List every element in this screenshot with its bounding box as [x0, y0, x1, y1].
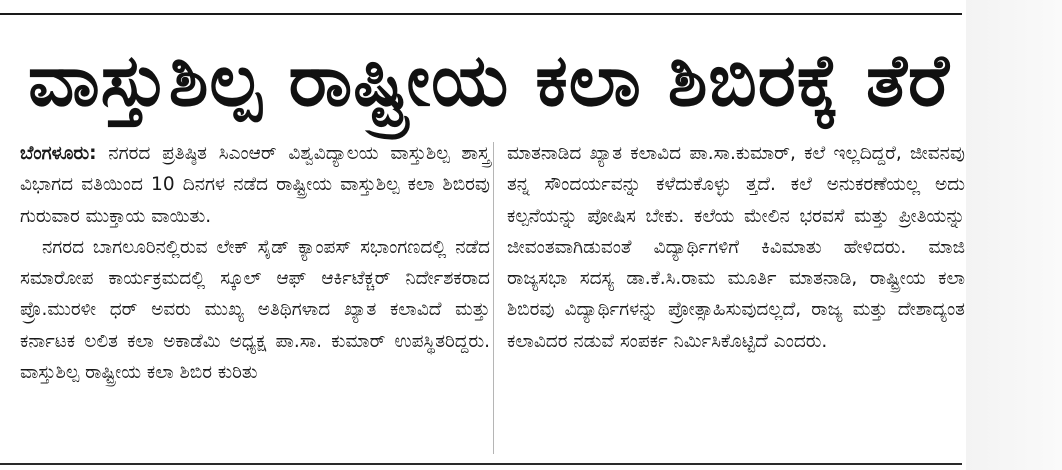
headline: ವಾಸ್ತುಶಿಲ್ಪ ರಾಷ್ಟ್ರೀಯ ಕಲಾ ಶಿಬಿರಕ್ಕೆ ತೆರೆ — [28, 38, 950, 122]
article-column-left — [20, 138, 490, 388]
article-paragraph-1 — [20, 138, 490, 232]
article-column-right — [507, 138, 965, 357]
column-divider — [493, 142, 494, 454]
top-rule — [0, 13, 962, 15]
article-paragraph-2: ನಗರದ ಬಾಗಲೂರಿನಲ್ಲಿರುವ ಲೇಕ್ ಸೈಡ್ ಕ್ಯಾಂಪಸ್ ಸಭಾಂಗಣದಲ್ಲಿ ನಡೆದ ಸಮಾರೋಪ ಕಾರ್ಯಕ್ರಮದಲ್ಲಿ ಸ್ಕೂಲ್ ಆಫ್ ಆರ್ಕಿಟೆಕ್ಚರ್ ನಿರ್ದೇಶಕರಾದ ಪ್ರೊ.ಮುರಳೀ ಧರ್ ಅವರು ಮುಖ್ಯ ಅತಿಥಿಗಳಾದ ಖ್ಯಾತ ಕಲಾವಿದೆ ಮತ್ತು ಕರ್ನಾಟಕ ಲಲಿತ ಕಲಾ ಅಕಾಡೆಮಿ ಅಧ್ಯಕ್ಷ ಪಾ.ಸಾ. ಕುಮಾರ್ ಉಪಸ್ಥಿತರಿದ್ದರು. ವಾಸ್ತುಶಿಲ್ಪ ರಾಷ್ಟ್ರೀಯ ಕಲಾ ಶಿಬಿರ ಕುರಿತು — [20, 236, 490, 384]
article-paragraph-3: ಮಾತನಾಡಿದ ಖ್ಯಾತ ಕಲಾವಿದ ಪಾ.ಸಾ.ಕುಮಾರ್, ಕಲೆ ಇಲ್ಲದಿದ್ದರೆ, ಜೀವನವು ತನ್ನ ಸೌಂದರ್ಯವನ್ನು ಕಳೆದುಕೊಳ್ಳು ತ್ತದೆ. ಕಲೆ ಅನುಕರಣೆಯಲ್ಲ ಅದು ಕಲ್ಪನೆಯನ್ನು ಪೋಷಿಸ ಬೇಕು. ಕಲೆಯ ಮೇಲಿನ ಭರವಸೆ ಮತ್ತು ಪ್ರೀತಿಯನ್ನು ಜೀವಂತವಾಗಿಡುವಂತೆ ವಿದ್ಯಾರ್ಥಿಗಳಿಗೆ ಕಿವಿಮಾತು ಹೇಳಿದರು. ಮಾಜಿ ರಾಜ್ಯಸಭಾ ಸದಸ್ಯ ಡಾ.ಕೆ.ಸಿ.ರಾಮ ಮೂರ್ತಿ ಮಾತನಾಡಿ, ರಾಷ್ಟ್ರೀಯ ಕಲಾ ಶಿಬಿರವು ವಿದ್ಯಾರ್ಥಿಗಳನ್ನು ಪ್ರೋತ್ಸಾಹಿಸುವುದಲ್ಲದೆ, ರಾಜ್ಯ ಮತ್ತು ದೇಶಾದ್ಯಂತ ಕಲಾವಿದರ ನಡುವೆ ಸಂಪರ್ಕ ನಿರ್ಮಿಸಿಕೊಟ್ಟಿದೆ ಎಂದರು. — [507, 143, 965, 352]
paragraph-1-text: ನಗರದ ಪ್ರತಿಷ್ಠಿತ ಸಿಎಂಆರ್ ವಿಶ್ವವಿದ್ಯಾಲಯ ವಾಸ್ತುಶಿಲ್ಪ ಶಾಸ್ತ್ರ ವಿಭಾಗದ ವತಿಯಿಂದ 10 ದಿನಗಳ ನಡೆದ ರಾಷ್ಟ್ರೀಯ ವಾಸ್ತುಶಿಲ್ಪ ಕಲಾ ಶಿಬಿರವು ಗುರುವಾರ ಮುಕ್ತಾಯ ವಾಯಿತು. — [20, 143, 490, 227]
dateline: ಬೆಂಗಳೂರು: — [20, 143, 97, 164]
page-edge-shade — [966, 0, 1062, 470]
bottom-rule — [0, 463, 962, 465]
